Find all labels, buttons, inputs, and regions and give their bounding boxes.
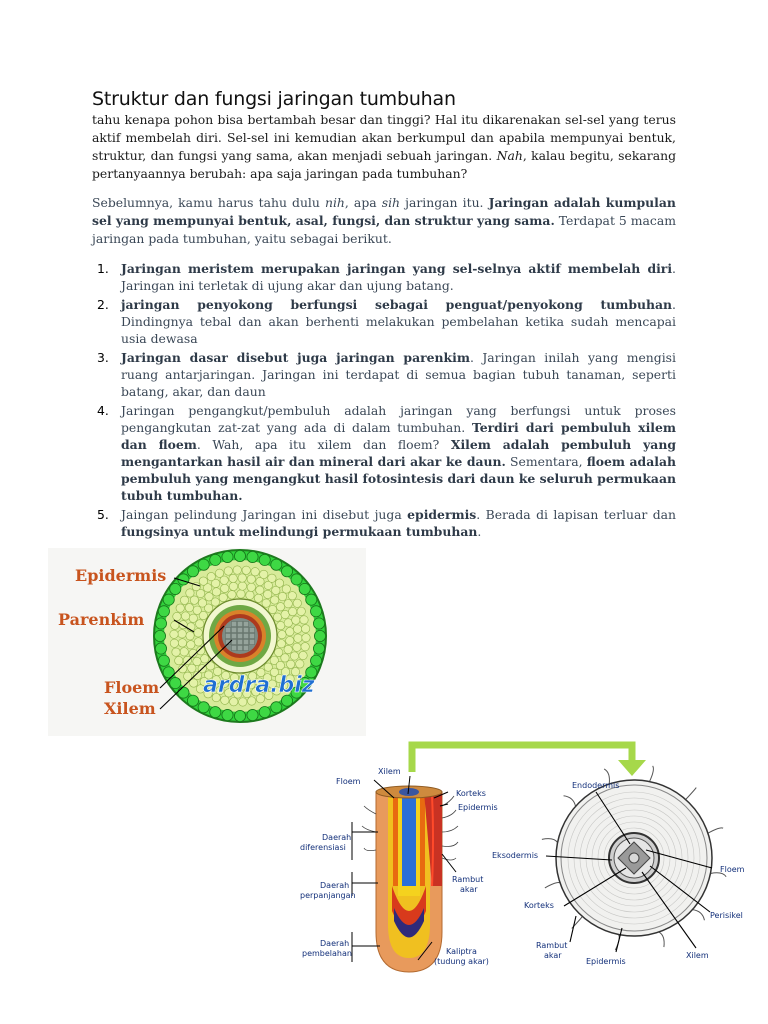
tissue-types-list xyxy=(92,260,676,542)
list-number: 5. xyxy=(97,507,109,522)
definition-nih: nih xyxy=(324,195,345,210)
list-number: 2. xyxy=(97,297,109,312)
watermark: ardra.biz xyxy=(203,673,315,698)
stem-cross-section-figure xyxy=(48,548,366,736)
list-item-bold: jaringan penyokong berfungsi sebagai penguat/penyokong tumbuhan xyxy=(121,297,673,312)
list-item xyxy=(92,506,676,540)
list-number: 1. xyxy=(97,261,109,276)
list-number: 4. xyxy=(97,403,109,418)
label-xilem-left: Xilem xyxy=(378,767,401,776)
label-perisikel: Perisikel xyxy=(710,911,743,920)
label-epidermis-left: Epidermis xyxy=(458,803,498,812)
intro-text-2: , kalau begitu, sekarang pertanyaannya berubah: apa saja jaringan pada tumbuhan? xyxy=(92,148,676,181)
list-item-text: . Jaringan ini terletak di ujung akar dan ujung batang. xyxy=(121,261,676,293)
list-item-text: . Dindingnya tebal dan akan berhenti melakukan pembelahan ketika sudah mencapai usia dewasa xyxy=(121,297,676,346)
list-item xyxy=(92,402,676,504)
page-title: Struktur dan fungsi jaringan tumbuhan xyxy=(92,88,456,110)
list-item-bold: Jaringan meristem merupakan jaringan yang sel-selnya aktif membelah diri xyxy=(121,261,673,276)
list-item xyxy=(92,260,676,294)
list-item-text: . Wah, apa itu xilem dan floem? xyxy=(196,437,440,452)
label-xilem: Xilem xyxy=(104,699,156,718)
list-item-bold: Jaringan dasar disebut juga jaringan parenkim xyxy=(121,350,470,365)
label-floem-right: Floem xyxy=(720,865,745,874)
label-korteks-right: Korteks xyxy=(524,901,554,910)
list-item-text: . xyxy=(477,524,482,539)
definition-text-4: Terdapat 5 macam jaringan pada tumbuhan, yaitu sebagai berikut. xyxy=(92,213,676,246)
label-kaliptra: Kaliptra (tudung akar) xyxy=(434,947,489,966)
list-item-bold: floem adalah pembuluh yang mengangkut hasil fotosintesis dari daun ke seluruh permukaan tubuh tumbuhan. xyxy=(121,454,676,503)
list-item-text: Sementara, xyxy=(510,454,583,469)
label-xilem-right: Xilem xyxy=(686,951,709,960)
list-item-bold: fungsinya untuk melindungi permukaan tumbuhan xyxy=(121,524,478,539)
label-floem-left: Floem xyxy=(336,777,361,786)
definition-text-3: jaringan itu. xyxy=(405,195,484,210)
intro-nah: Nah xyxy=(496,148,523,163)
label-daerah-pembelahan: Daerah pembelahan xyxy=(302,939,352,958)
list-item xyxy=(92,296,676,347)
list-item-bold: Terdiri dari pembuluh xilem dan floem xyxy=(121,420,676,452)
list-item-text: . Jaringan inilah yang mengisi ruang antarjaringan. Jaringan ini terdapat di semua bagian tubuh tanaman, seperti batang, akar, dan daun xyxy=(121,350,676,399)
list-item-text: . Berada di lapisan terluar dan xyxy=(476,507,676,522)
list-item-bold: Xilem adalah pembuluh yang mengantarkan hasil air dan mineral dari akar ke daun. xyxy=(121,437,676,469)
definition-bold: Jaringan adalah kumpulan sel yang mempunyai bentuk, asal, fungsi, dan struktur yang sama. xyxy=(92,195,676,228)
intro-paragraph xyxy=(92,111,676,183)
definition-text-2: , apa xyxy=(344,195,377,210)
root-structure-figure xyxy=(296,736,758,976)
label-rambut-akar-right: Rambut akar xyxy=(536,941,568,960)
list-item xyxy=(92,349,676,400)
label-korteks-left: Korteks xyxy=(456,789,486,798)
list-item-text: Jaingan pelindung Jaringan ini disebut juga xyxy=(121,507,402,522)
label-daerah-perpanjangan: Daerah perpanjangan xyxy=(300,881,356,900)
list-item-text: Jaringan pengangkut/pembuluh adalah jaringan yang berfungsi untuk proses pengangkutan zat-zat yang ada di dalam tumbuhan. xyxy=(121,403,676,435)
label-rambut-akar-left: Rambut akar xyxy=(452,875,484,894)
label-epidermis-right: Epidermis xyxy=(586,957,626,966)
label-endodermis: Endodermis xyxy=(572,781,620,790)
intro-text: tahu kenapa pohon bisa bertambah besar dan tinggi? Hal itu dikarenakan sel-sel yang terus aktif membelah diri. Sel-sel ini kemudian akan berkumpul dan apabila mempunyai bentuk, struktur, dan fungsi yang sama, akan menjadi sebuah jaringan. xyxy=(92,112,676,163)
label-floem: Floem xyxy=(104,678,160,697)
label-epidermis: Epidermis xyxy=(75,566,167,585)
definition-text-1: Sebelumnya, kamu harus tahu dulu xyxy=(92,195,320,210)
list-item-bold: epidermis xyxy=(407,507,477,522)
label-daerah-diferensiasi: Daerah diferensiasi xyxy=(300,833,352,852)
list-number: 3. xyxy=(97,350,109,365)
label-parenkim: Parenkim xyxy=(58,610,145,629)
definition-sih: sih xyxy=(381,195,401,210)
label-eksodermis: Eksodermis xyxy=(492,851,539,860)
definition-paragraph xyxy=(92,194,676,248)
